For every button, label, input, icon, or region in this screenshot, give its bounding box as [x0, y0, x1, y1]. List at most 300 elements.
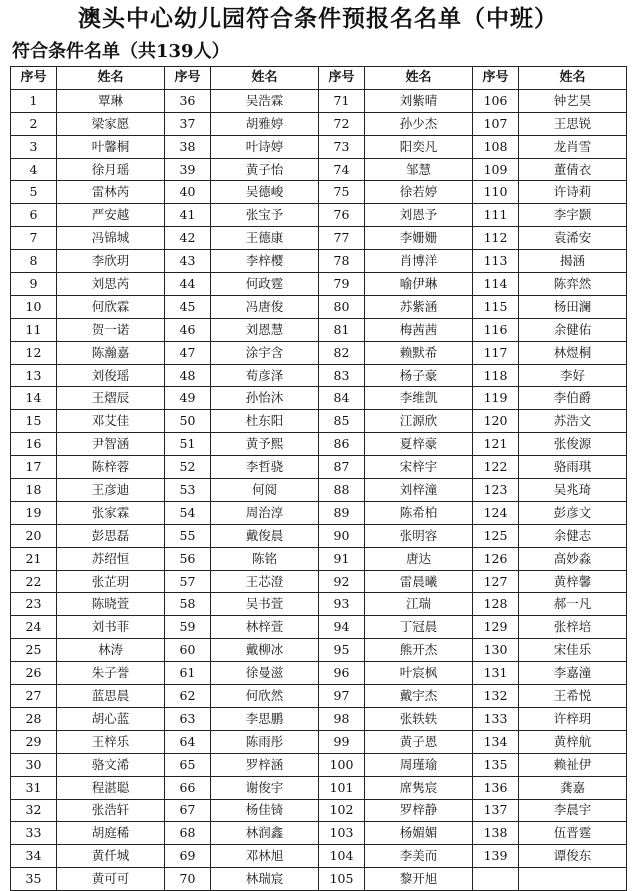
serial-cell: 75 [319, 181, 365, 204]
serial-cell: 86 [319, 433, 365, 456]
serial-cell: 71 [319, 89, 365, 112]
name-cell: 林涛 [57, 639, 165, 662]
serial-cell: 91 [319, 547, 365, 570]
header-name: 姓名 [211, 67, 319, 90]
name-cell: 杜东阳 [211, 410, 319, 433]
serial-cell: 5 [11, 181, 57, 204]
name-cell: 周瑾瑜 [365, 753, 473, 776]
name-cell: 赖祉伊 [519, 753, 627, 776]
serial-cell: 136 [473, 776, 519, 799]
name-cell: 胡庭稀 [57, 822, 165, 845]
serial-cell: 135 [473, 753, 519, 776]
serial-cell: 6 [11, 204, 57, 227]
serial-cell: 123 [473, 479, 519, 502]
table-row [11, 181, 627, 204]
serial-cell: 41 [165, 204, 211, 227]
serial-cell: 89 [319, 501, 365, 524]
header-row [11, 67, 627, 90]
serial-cell: 128 [473, 593, 519, 616]
name-cell: 苏紫涵 [365, 295, 473, 318]
serial-cell: 94 [319, 616, 365, 639]
serial-cell: 116 [473, 318, 519, 341]
list-subtitle: 符合条件名单（共139人） [12, 41, 230, 62]
table-row [11, 524, 627, 547]
name-cell: 罗梓涵 [211, 753, 319, 776]
serial-cell: 38 [165, 135, 211, 158]
serial-cell: 25 [11, 639, 57, 662]
name-cell: 张宝予 [211, 204, 319, 227]
serial-cell: 39 [165, 158, 211, 181]
name-cell: 王芯澄 [211, 570, 319, 593]
name-cell: 梁家愿 [57, 112, 165, 135]
serial-cell: 51 [165, 433, 211, 456]
serial-cell: 98 [319, 707, 365, 730]
name-cell: 丁冠晨 [365, 616, 473, 639]
serial-cell: 67 [165, 799, 211, 822]
serial-cell: 46 [165, 318, 211, 341]
name-cell: 王希悦 [519, 685, 627, 708]
serial-cell: 129 [473, 616, 519, 639]
name-cell: 周治淳 [211, 501, 319, 524]
name-cell: 李宇颢 [519, 204, 627, 227]
name-cell: 席隽宸 [365, 776, 473, 799]
name-cell: 黄可可 [57, 868, 165, 891]
serial-cell: 81 [319, 318, 365, 341]
serial-cell: 79 [319, 273, 365, 296]
serial-cell: 9 [11, 273, 57, 296]
name-cell: 夏梓豪 [365, 433, 473, 456]
table-row [11, 799, 627, 822]
serial-cell: 82 [319, 341, 365, 364]
serial-cell: 108 [473, 135, 519, 158]
serial-cell: 88 [319, 479, 365, 502]
serial-cell: 124 [473, 501, 519, 524]
serial-cell: 101 [319, 776, 365, 799]
serial-cell: 57 [165, 570, 211, 593]
header-serial: 序号 [165, 67, 211, 90]
name-cell: 邓林旭 [211, 845, 319, 868]
name-cell: 邹慧 [365, 158, 473, 181]
name-cell: 杨田澜 [519, 295, 627, 318]
serial-cell: 109 [473, 158, 519, 181]
name-cell: 李姗姗 [365, 227, 473, 250]
serial-cell: 31 [11, 776, 57, 799]
serial-cell: 69 [165, 845, 211, 868]
serial-cell: 76 [319, 204, 365, 227]
name-cell: 刘恩慧 [211, 318, 319, 341]
serial-cell: 29 [11, 730, 57, 753]
table-row [11, 364, 627, 387]
name-cell: 林瑞宸 [211, 868, 319, 891]
name-cell: 陈弈然 [519, 273, 627, 296]
serial-cell: 43 [165, 250, 211, 273]
serial-cell: 40 [165, 181, 211, 204]
table-row [11, 501, 627, 524]
name-cell: 雷晨曦 [365, 570, 473, 593]
table-row [11, 776, 627, 799]
name-cell: 林煜桐 [519, 341, 627, 364]
name-cell: 李梓樱 [211, 250, 319, 273]
name-cell: 张家霖 [57, 501, 165, 524]
serial-cell: 16 [11, 433, 57, 456]
name-cell: 刘思芮 [57, 273, 165, 296]
serial-cell: 84 [319, 387, 365, 410]
serial-cell: 130 [473, 639, 519, 662]
name-cell: 荀彦泽 [211, 364, 319, 387]
serial-cell: 37 [165, 112, 211, 135]
name-cell: 涂宇含 [211, 341, 319, 364]
name-cell: 孙怡沐 [211, 387, 319, 410]
serial-cell: 107 [473, 112, 519, 135]
name-cell: 李欣玥 [57, 250, 165, 273]
serial-cell: 23 [11, 593, 57, 616]
name-cell: 彭思磊 [57, 524, 165, 547]
serial-cell: 26 [11, 662, 57, 685]
serial-cell: 66 [165, 776, 211, 799]
serial-cell: 110 [473, 181, 519, 204]
name-cell: 吴兆琦 [519, 479, 627, 502]
name-cell: 刘紫晴 [365, 89, 473, 112]
header-name: 姓名 [365, 67, 473, 90]
name-cell: 徐月瑶 [57, 158, 165, 181]
serial-cell: 17 [11, 456, 57, 479]
name-cell: 李美而 [365, 845, 473, 868]
name-cell: 宋梓宇 [365, 456, 473, 479]
name-cell: 覃琳 [57, 89, 165, 112]
serial-cell: 100 [319, 753, 365, 776]
name-cell: 李哲骁 [211, 456, 319, 479]
name-cell: 叶诗婷 [211, 135, 319, 158]
serial-cell: 32 [11, 799, 57, 822]
serial-cell: 134 [473, 730, 519, 753]
name-cell: 李好 [519, 364, 627, 387]
name-cell: 徐若婷 [365, 181, 473, 204]
name-cell: 王熠辰 [57, 387, 165, 410]
name-cell: 李晨宇 [519, 799, 627, 822]
serial-cell: 4 [11, 158, 57, 181]
serial-cell: 8 [11, 250, 57, 273]
serial-cell: 127 [473, 570, 519, 593]
serial-cell: 64 [165, 730, 211, 753]
serial-cell: 77 [319, 227, 365, 250]
name-cell: 张梓培 [519, 616, 627, 639]
name-cell: 吴浩霖 [211, 89, 319, 112]
roster-body [11, 89, 627, 890]
name-cell: 王梓乐 [57, 730, 165, 753]
serial-cell: 36 [165, 89, 211, 112]
serial-cell: 53 [165, 479, 211, 502]
serial-cell: 30 [11, 753, 57, 776]
name-cell: 李伯爵 [519, 387, 627, 410]
name-cell: 罗梓静 [365, 799, 473, 822]
name-cell: 杨佳锜 [211, 799, 319, 822]
serial-cell: 35 [11, 868, 57, 891]
serial-cell: 56 [165, 547, 211, 570]
serial-cell: 99 [319, 730, 365, 753]
serial-cell: 93 [319, 593, 365, 616]
table-row [11, 227, 627, 250]
serial-cell: 119 [473, 387, 519, 410]
serial-cell: 27 [11, 685, 57, 708]
header-serial: 序号 [11, 67, 57, 90]
serial-cell: 49 [165, 387, 211, 410]
serial-cell: 114 [473, 273, 519, 296]
table-row [11, 547, 627, 570]
name-cell: 尹智涵 [57, 433, 165, 456]
name-cell: 张芷玥 [57, 570, 165, 593]
table-row [11, 730, 627, 753]
name-cell: 陈雨彤 [211, 730, 319, 753]
serial-cell: 33 [11, 822, 57, 845]
name-cell: 邓艾佳 [57, 410, 165, 433]
name-cell: 宋佳乐 [519, 639, 627, 662]
name-cell: 王思锐 [519, 112, 627, 135]
serial-cell: 115 [473, 295, 519, 318]
name-cell: 陈铭 [211, 547, 319, 570]
serial-cell: 34 [11, 845, 57, 868]
header-name: 姓名 [57, 67, 165, 90]
name-cell: 骆文浠 [57, 753, 165, 776]
table-row [11, 135, 627, 158]
name-cell: 余健佑 [519, 318, 627, 341]
serial-cell: 1 [11, 89, 57, 112]
serial-cell: 125 [473, 524, 519, 547]
serial-cell [473, 868, 519, 891]
name-cell: 梅茜茜 [365, 318, 473, 341]
name-cell: 黄子恩 [365, 730, 473, 753]
name-cell: 苏绍恒 [57, 547, 165, 570]
name-cell: 喻伊琳 [365, 273, 473, 296]
serial-cell: 12 [11, 341, 57, 364]
name-cell: 胡雅婷 [211, 112, 319, 135]
name-cell: 熊开杰 [365, 639, 473, 662]
serial-cell: 19 [11, 501, 57, 524]
serial-cell: 106 [473, 89, 519, 112]
name-cell: 袁浠安 [519, 227, 627, 250]
serial-cell: 54 [165, 501, 211, 524]
serial-cell: 96 [319, 662, 365, 685]
name-cell: 肖博洋 [365, 250, 473, 273]
serial-cell: 42 [165, 227, 211, 250]
name-cell: 何欣然 [211, 685, 319, 708]
name-cell: 戴宇杰 [365, 685, 473, 708]
table-row [11, 433, 627, 456]
serial-cell: 59 [165, 616, 211, 639]
serial-cell: 117 [473, 341, 519, 364]
name-cell: 李嘉潼 [519, 662, 627, 685]
serial-cell: 24 [11, 616, 57, 639]
serial-cell: 112 [473, 227, 519, 250]
serial-cell: 74 [319, 158, 365, 181]
name-cell: 陈希柏 [365, 501, 473, 524]
serial-cell: 15 [11, 410, 57, 433]
serial-cell: 70 [165, 868, 211, 891]
table-row [11, 204, 627, 227]
name-cell: 朱子誉 [57, 662, 165, 685]
name-cell: 贺一诺 [57, 318, 165, 341]
name-cell: 叶宸枫 [365, 662, 473, 685]
serial-cell: 113 [473, 250, 519, 273]
serial-cell: 121 [473, 433, 519, 456]
name-cell: 刘梓潼 [365, 479, 473, 502]
serial-cell: 105 [319, 868, 365, 891]
serial-cell: 61 [165, 662, 211, 685]
serial-cell: 139 [473, 845, 519, 868]
table-row [11, 410, 627, 433]
name-cell: 黄子怡 [211, 158, 319, 181]
name-cell: 王德康 [211, 227, 319, 250]
name-cell: 黄予熙 [211, 433, 319, 456]
name-cell: 龚嘉 [519, 776, 627, 799]
name-cell: 何欣霖 [57, 295, 165, 318]
name-cell: 林润鑫 [211, 822, 319, 845]
name-cell: 余健志 [519, 524, 627, 547]
name-cell: 雷林芮 [57, 181, 165, 204]
serial-cell: 28 [11, 707, 57, 730]
name-cell: 阳奕凡 [365, 135, 473, 158]
table-row [11, 662, 627, 685]
serial-cell: 73 [319, 135, 365, 158]
name-cell: 钟艺昊 [519, 89, 627, 112]
header-serial: 序号 [473, 67, 519, 90]
serial-cell: 20 [11, 524, 57, 547]
name-cell: 黄仟城 [57, 845, 165, 868]
serial-cell: 62 [165, 685, 211, 708]
roster-table [10, 66, 627, 891]
serial-cell: 103 [319, 822, 365, 845]
name-cell: 戴俊晨 [211, 524, 319, 547]
table-row [11, 318, 627, 341]
serial-cell: 118 [473, 364, 519, 387]
name-cell: 杨子豪 [365, 364, 473, 387]
name-cell: 戴柳冰 [211, 639, 319, 662]
name-cell: 蓝思晨 [57, 685, 165, 708]
serial-cell: 2 [11, 112, 57, 135]
name-cell: 伍晋霆 [519, 822, 627, 845]
name-cell: 黄梓航 [519, 730, 627, 753]
serial-cell: 97 [319, 685, 365, 708]
header-serial: 序号 [319, 67, 365, 90]
name-cell: 谢俊宇 [211, 776, 319, 799]
table-row [11, 479, 627, 502]
name-cell: 王彦迪 [57, 479, 165, 502]
name-cell: 唐达 [365, 547, 473, 570]
serial-cell: 10 [11, 295, 57, 318]
name-cell: 骆雨琪 [519, 456, 627, 479]
name-cell: 何政霆 [211, 273, 319, 296]
name-cell: 陈梓蓉 [57, 456, 165, 479]
name-cell [519, 868, 627, 891]
name-cell: 胡心蓝 [57, 707, 165, 730]
name-cell: 冯唐俊 [211, 295, 319, 318]
serial-cell: 7 [11, 227, 57, 250]
serial-cell: 85 [319, 410, 365, 433]
name-cell: 揭涵 [519, 250, 627, 273]
name-cell: 何阅 [211, 479, 319, 502]
name-cell: 许诗莉 [519, 181, 627, 204]
serial-cell: 111 [473, 204, 519, 227]
name-cell: 江源欣 [365, 410, 473, 433]
name-cell: 张俊源 [519, 433, 627, 456]
name-cell: 陈晓萱 [57, 593, 165, 616]
serial-cell: 47 [165, 341, 211, 364]
table-row [11, 387, 627, 410]
table-row [11, 868, 627, 891]
table-row [11, 753, 627, 776]
table-row [11, 273, 627, 296]
serial-cell: 138 [473, 822, 519, 845]
serial-cell: 22 [11, 570, 57, 593]
name-cell: 高妙淼 [519, 547, 627, 570]
serial-cell: 132 [473, 685, 519, 708]
table-row [11, 685, 627, 708]
page-title: 澳头中心幼儿园符合条件预报名名单（中班） [78, 5, 558, 32]
name-cell: 林梓萱 [211, 616, 319, 639]
name-cell: 苏浩文 [519, 410, 627, 433]
serial-cell: 68 [165, 822, 211, 845]
name-cell: 龙肖雪 [519, 135, 627, 158]
serial-cell: 13 [11, 364, 57, 387]
serial-cell: 44 [165, 273, 211, 296]
serial-cell: 65 [165, 753, 211, 776]
table-row [11, 456, 627, 479]
serial-cell: 83 [319, 364, 365, 387]
name-cell: 刘俊瑶 [57, 364, 165, 387]
serial-cell: 3 [11, 135, 57, 158]
name-cell: 严安越 [57, 204, 165, 227]
serial-cell: 137 [473, 799, 519, 822]
serial-cell: 102 [319, 799, 365, 822]
serial-cell: 52 [165, 456, 211, 479]
table-row [11, 616, 627, 639]
name-cell: 郝一凡 [519, 593, 627, 616]
table-row [11, 845, 627, 868]
serial-cell: 131 [473, 662, 519, 685]
name-cell: 黄梓馨 [519, 570, 627, 593]
table-row [11, 593, 627, 616]
serial-cell: 126 [473, 547, 519, 570]
table-row [11, 570, 627, 593]
table-row [11, 89, 627, 112]
serial-cell: 120 [473, 410, 519, 433]
table-row [11, 639, 627, 662]
name-cell: 彭彦文 [519, 501, 627, 524]
name-cell: 谭俊东 [519, 845, 627, 868]
name-cell: 刘书菲 [57, 616, 165, 639]
serial-cell: 133 [473, 707, 519, 730]
serial-cell: 21 [11, 547, 57, 570]
table-row [11, 295, 627, 318]
table-row [11, 341, 627, 364]
name-cell: 许梓玥 [519, 707, 627, 730]
serial-cell: 78 [319, 250, 365, 273]
serial-cell: 92 [319, 570, 365, 593]
table-row [11, 822, 627, 845]
serial-cell: 72 [319, 112, 365, 135]
name-cell: 赖默希 [365, 341, 473, 364]
serial-cell: 80 [319, 295, 365, 318]
name-cell: 孙少杰 [365, 112, 473, 135]
name-cell: 李维凯 [365, 387, 473, 410]
serial-cell: 45 [165, 295, 211, 318]
name-cell: 杨媚媚 [365, 822, 473, 845]
name-cell: 黎开旭 [365, 868, 473, 891]
name-cell: 徐曼滋 [211, 662, 319, 685]
table-row [11, 250, 627, 273]
name-cell: 江瑞 [365, 593, 473, 616]
serial-cell: 11 [11, 318, 57, 341]
name-cell: 李思鹏 [211, 707, 319, 730]
